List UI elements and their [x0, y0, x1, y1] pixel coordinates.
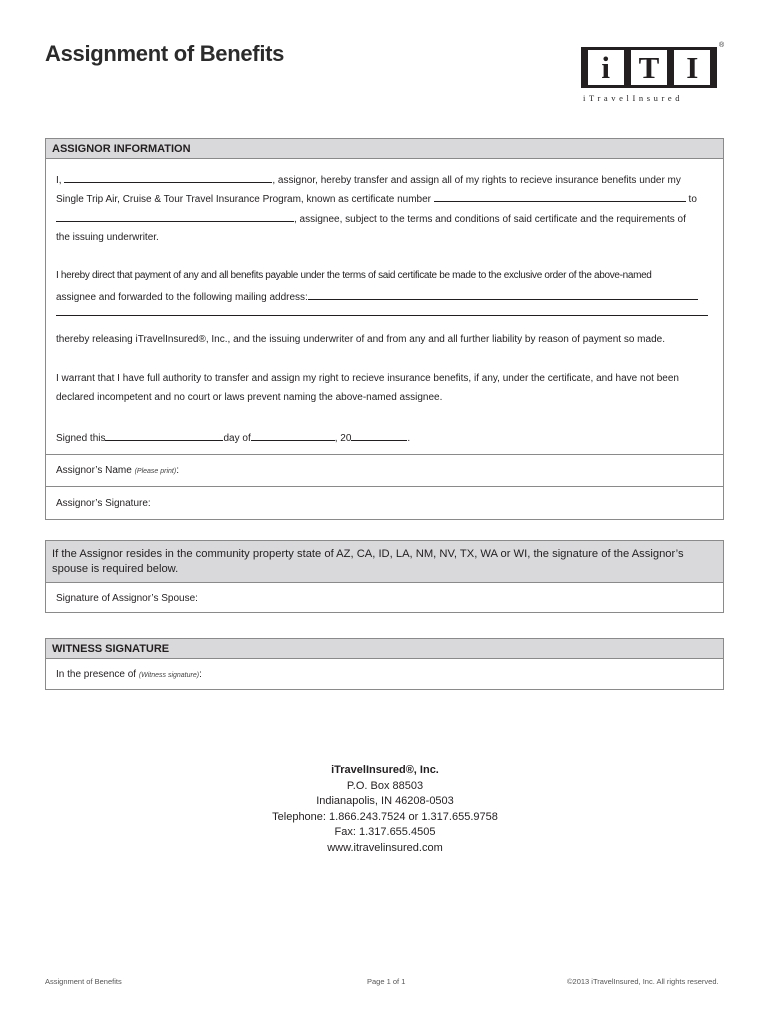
assignor-name-colon: : [176, 465, 179, 476]
footer-page-number: Page 1 of 1 [367, 977, 406, 986]
assignment-i-label: I, [56, 175, 62, 186]
warrant-text-1: I warrant that I have full authority to transfer and assign my right to recieve insurance benefits, if any, under the certificate, and have not been [56, 373, 679, 384]
witness-field[interactable] [56, 669, 202, 682]
witness-hint: (Witness signature) [138, 672, 200, 679]
assignor-name-label: Assignor’s Name [56, 465, 132, 476]
spouse-section-header: If the Assignor resides in the community property state of AZ, CA, ID, LA, NM, NV, TX, WA or WI, the signature of the Assignor’s spouse is required below. [46, 541, 723, 583]
registered-mark: ® [719, 42, 725, 49]
program-text: Single Trip Air, Cruise & Tour Travel Insurance Program, known as certificate number [56, 194, 431, 205]
mailing-address-blank-2[interactable] [56, 315, 708, 316]
witness-signature-section [45, 638, 724, 690]
assignee-name-blank[interactable] [56, 212, 294, 222]
spouse-signature-label: Signature of Assignor’s Spouse: [56, 593, 198, 604]
page-title: Assignment of Benefits [45, 41, 285, 66]
day-of-label: day of [223, 433, 251, 444]
witness-label: In the presence of [56, 669, 137, 680]
spouse-signature-section [45, 540, 724, 613]
assignment-text-1: , assignor, hereby transfer and assign all of my rights to recieve insurance benefits under my [272, 175, 681, 186]
certificate-number-blank[interactable] [434, 192, 686, 202]
mailing-address-line [56, 290, 698, 304]
signed-date-line [56, 431, 410, 445]
website-link[interactable]: www.itravelinsured.com [327, 841, 443, 854]
assignor-section-header: ASSIGNOR INFORMATION [46, 139, 723, 159]
footer-document-title: Assignment of Benefits [45, 977, 122, 986]
year-prefix: , 20 [334, 433, 352, 444]
mailing-address-blank[interactable] [308, 290, 698, 300]
release-text: thereby releasing iTravelInsured®, Inc., and the issuing underwriter of and from any and all further liability by reason of payment so made. [56, 334, 665, 345]
signed-this-label: Signed this [56, 433, 106, 444]
payment-direction-line: I hereby direct that payment of any and all benefits payable under the terms of said certificate be made to the exclusive order of the above-named [56, 270, 652, 281]
underwriter-text: the issuing underwriter. [56, 232, 159, 243]
logo-letter-i-2: I [674, 50, 710, 85]
assignment-line-3 [56, 212, 686, 226]
po-box: P.O. Box 88503 [346, 779, 424, 792]
assignor-information-section [45, 138, 724, 520]
iti-logo [581, 47, 717, 88]
signed-month-blank[interactable] [251, 431, 335, 441]
assignor-name-hint: (Please print) [134, 468, 177, 475]
witness-colon: : [199, 669, 202, 680]
logo-tagline: iTravelInsured [583, 93, 684, 103]
fax: Fax: 1.317.655.4505 [334, 826, 436, 838]
city-state-zip: Indianapolis, IN 46208-0503 [316, 795, 454, 807]
assignment-line-2 [56, 192, 697, 206]
assignee-text: , assignee, subject to the terms and conditions of said certificate and the requirements of [294, 214, 686, 225]
mailing-address-label: assignee and forwarded to the following mailing address: [56, 292, 308, 303]
assignor-name-field [56, 465, 179, 478]
telephone: Telephone: 1.866.243.7524 or 1.317.655.9758 [272, 810, 498, 823]
assignor-name-row[interactable] [46, 454, 723, 488]
year-suffix: . [407, 433, 411, 444]
witness-section-header: WITNESS SIGNATURE [46, 639, 723, 659]
assignment-line-1 [56, 173, 681, 187]
warrant-text-2: declared incompetent and no court or laws prevent naming the above-named assignee. [56, 392, 443, 403]
assignor-name-blank[interactable] [64, 173, 272, 183]
assignor-signature-row[interactable] [46, 486, 723, 520]
company-name: iTravelInsured®, Inc. [331, 764, 439, 776]
footer-copyright: ©2013 iTravelInsured, Inc. All rights reserved. [567, 977, 719, 986]
logo-letter-t: T [631, 50, 667, 85]
signed-day-blank[interactable] [105, 431, 223, 441]
company-address [200, 763, 570, 856]
logo-letter-i: i [588, 50, 624, 85]
signed-year-blank[interactable] [351, 431, 407, 441]
to-text: to [688, 194, 697, 205]
assignor-signature-label: Assignor’s Signature: [56, 498, 151, 509]
